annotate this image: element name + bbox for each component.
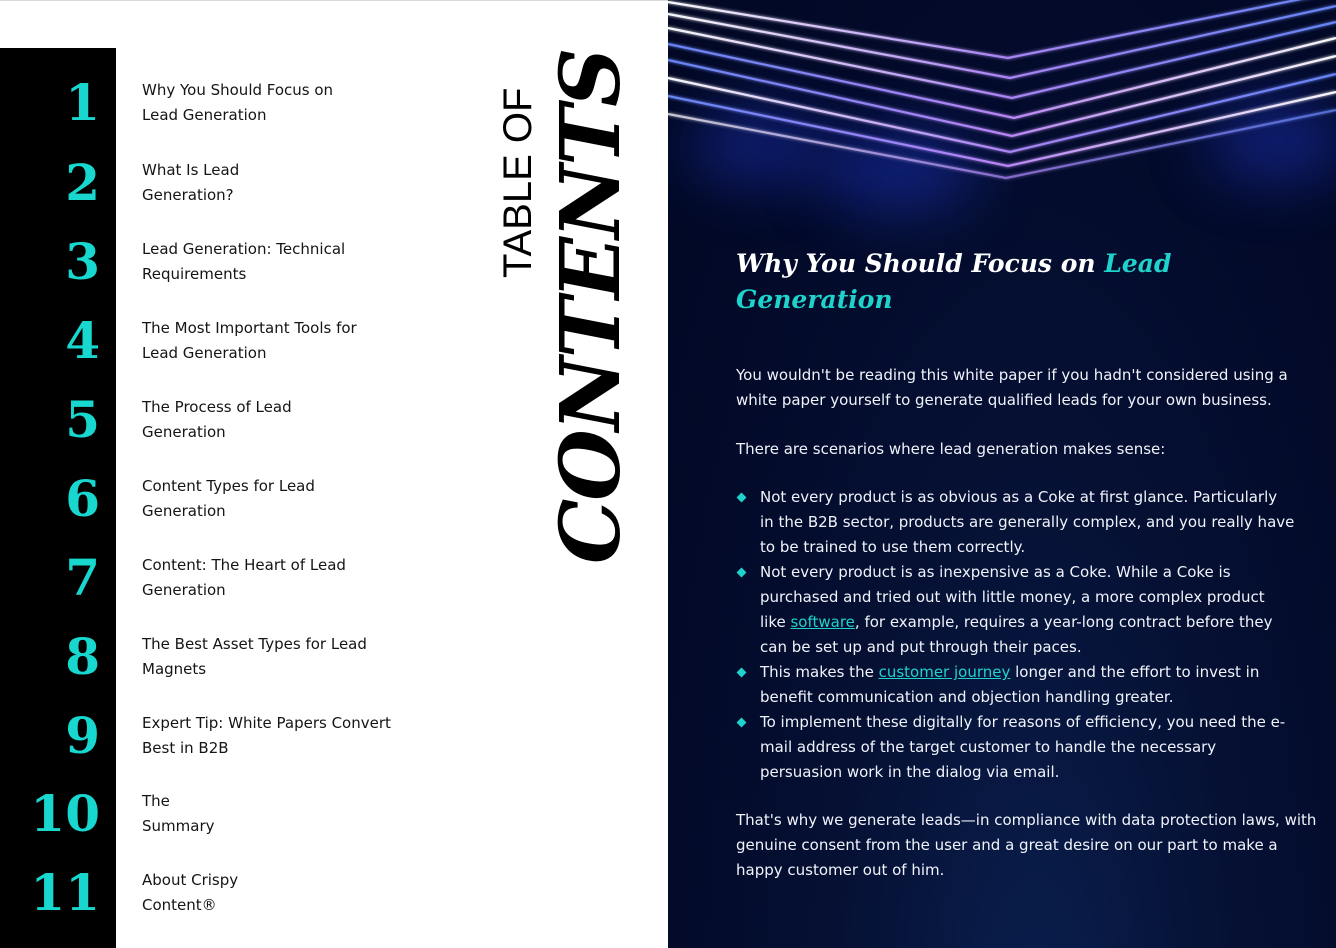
diamond-bullet-icon — [737, 568, 747, 578]
list-line — [760, 610, 1296, 635]
list-item — [736, 560, 1296, 660]
toc-item-9[interactable] — [0, 706, 480, 788]
list-line: can be set up and put through their paces. — [760, 638, 1082, 656]
toc-item-3[interactable] — [0, 232, 480, 314]
toc-label-line: What Is Lead — [142, 161, 240, 179]
article-page — [668, 0, 1336, 948]
diamond-bullet-icon — [737, 718, 747, 728]
toc-label-line: Why You Should Focus on — [142, 81, 334, 99]
toc-label-line: Generation? — [142, 186, 234, 204]
intro-paragraph — [736, 363, 1296, 413]
paragraph-line: white paper yourself to generate qualified leads for your own business. — [736, 391, 1272, 409]
toc-label — [142, 158, 392, 208]
toc-number: 4 — [65, 311, 100, 370]
toc-label-line: The Most Important Tools for — [142, 319, 357, 337]
toc-item-5[interactable] — [0, 390, 480, 472]
toc-label-line: Lead Generation: Technical — [142, 240, 346, 258]
scenario-list — [736, 485, 1296, 785]
customer-journey-link[interactable]: customer journey — [878, 663, 1011, 681]
toc-label-line: Generation — [142, 581, 226, 599]
toc-label-line: Content Types for Lead — [142, 477, 315, 495]
list-line: To implement these digitally for reasons of efficiency, you need the e- — [760, 713, 1286, 731]
toc-label-line: Generation — [142, 423, 226, 441]
paragraph-line: happy customer out of him. — [736, 861, 945, 879]
list-text: like — [760, 613, 791, 631]
toc-title-contents: CONTENTS — [543, 49, 639, 564]
list-line: Not every product is as inexpensive as a Coke. While a Coke is — [760, 563, 1231, 581]
toc-label-line: Best in B2B — [142, 739, 229, 757]
toc-title-table-of: TABLE OF — [496, 87, 540, 278]
toc-label — [142, 316, 392, 366]
paragraph-line: There are scenarios where lead generation makes sense: — [736, 440, 1166, 458]
toc-label-line: Summary — [142, 817, 215, 835]
list-line: to be trained to use them correctly. — [760, 538, 1026, 556]
toc-item-1[interactable] — [0, 73, 480, 155]
toc-label-line: Lead Generation — [142, 344, 267, 362]
article-heading — [736, 246, 1256, 318]
toc-label-line: Expert Tip: White Papers Convert — [142, 714, 391, 732]
neon-light-rays — [668, 0, 1336, 260]
toc-number: 1 — [65, 73, 100, 132]
heading-accent: Generation — [736, 285, 893, 314]
toc-number: 7 — [65, 548, 100, 607]
list-line: purchased and tried out with little money, a more complex product — [760, 588, 1265, 606]
toc-label — [142, 632, 392, 682]
top-divider — [0, 0, 668, 1]
toc-label-line: Content® — [142, 896, 217, 914]
toc-number: 10 — [30, 784, 100, 843]
toc-label — [142, 78, 392, 128]
toc-item-7[interactable] — [0, 548, 480, 630]
toc-item-11[interactable] — [0, 863, 480, 945]
list-item — [736, 660, 1296, 710]
heading-accent: Lead — [1104, 249, 1172, 278]
paragraph-line: genuine consent from the user and a great desire on our part to make a — [736, 836, 1278, 854]
closing-paragraph — [736, 808, 1317, 883]
toc-label-line: The — [142, 792, 170, 810]
list-line: in the B2B sector, products are generally complex, and you really have — [760, 513, 1295, 531]
list-text: This makes the — [760, 663, 879, 681]
toc-item-10[interactable] — [0, 784, 480, 866]
toc-label-line: Generation — [142, 502, 226, 520]
toc-label-line: The Best Asset Types for Lead — [142, 635, 367, 653]
paragraph-line: That's why we generate leads—in compliance with data protection laws, with — [736, 811, 1317, 829]
toc-label — [142, 789, 392, 839]
list-line: Not every product is as obvious as a Coke at first glance. Particularly — [760, 488, 1278, 506]
toc-label-line: Lead Generation — [142, 106, 267, 124]
list-line — [760, 660, 1296, 685]
toc-number: 2 — [65, 153, 100, 212]
diamond-bullet-icon — [737, 668, 747, 678]
toc-item-4[interactable] — [0, 311, 480, 393]
list-line: mail address of the target customer to handle the necessary — [760, 738, 1217, 756]
toc-label — [142, 237, 392, 287]
toc-item-8[interactable] — [0, 627, 480, 709]
toc-label-line: About Crispy — [142, 871, 239, 889]
toc-item-2[interactable] — [0, 153, 480, 235]
paragraph-line: You wouldn't be reading this white paper if you hadn't considered using a — [736, 366, 1288, 384]
toc-item-6[interactable] — [0, 469, 480, 551]
toc-label — [142, 395, 392, 445]
toc-label — [142, 474, 392, 524]
list-item — [736, 485, 1296, 560]
heading-text: Why You Should Focus on — [736, 249, 1105, 278]
toc-label — [142, 711, 392, 761]
toc-label — [142, 553, 392, 603]
toc-label-line: The Process of Lead — [142, 398, 292, 416]
toc-label-line: Content: The Heart of Lead — [142, 556, 346, 574]
list-text: longer and the effort to invest in — [1010, 663, 1260, 681]
toc-number: 5 — [65, 390, 100, 449]
software-link[interactable]: software — [790, 613, 855, 631]
list-line: persuasion work in the dialog via email. — [760, 763, 1060, 781]
toc-label — [142, 868, 392, 918]
list-text: , for example, requires a year-long contract before they — [854, 613, 1273, 631]
toc-number: 3 — [65, 232, 100, 291]
list-line: benefit communication and objection handling greater. — [760, 688, 1174, 706]
toc-vertical-title — [492, 40, 642, 570]
list-item — [736, 710, 1296, 785]
toc-label-line: Requirements — [142, 265, 247, 283]
toc-number: 11 — [30, 863, 100, 922]
toc-label-line: Magnets — [142, 660, 207, 678]
toc-number: 9 — [65, 706, 100, 765]
toc-number: 8 — [65, 627, 100, 686]
scenarios-paragraph — [736, 437, 1296, 462]
diamond-bullet-icon — [737, 493, 747, 503]
toc-number: 6 — [65, 469, 100, 528]
